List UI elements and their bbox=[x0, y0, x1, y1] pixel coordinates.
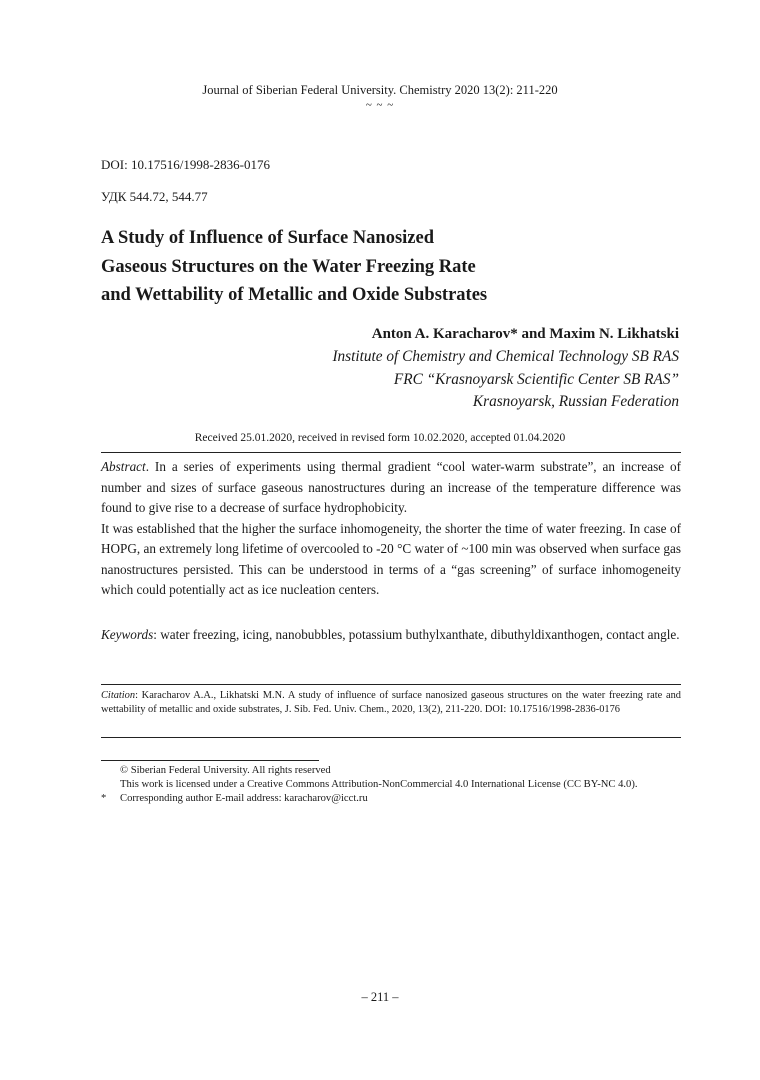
abstract-paragraph bbox=[101, 457, 681, 519]
affiliation-line: FRC “Krasnoyarsk Scientific Center SB RAS” bbox=[393, 370, 679, 388]
page-number: – 211 – bbox=[361, 990, 399, 1004]
udk-line: УДК 544.72, 544.77 bbox=[101, 189, 208, 204]
copyright-note: © Siberian Federal University. All rights reserved bbox=[120, 765, 331, 776]
keywords-text: : water freezing, icing, nanobubbles, potassium buthylxanthate, dibuthyldixanthogen, contact angle. bbox=[153, 627, 680, 642]
affiliation-line: Institute of Chemistry and Chemical Technology SB RAS bbox=[332, 348, 679, 365]
title-line: A Study of Influence of Surface Nanosized bbox=[101, 228, 435, 248]
affiliation-line: Krasnoyarsk, Russian Federation bbox=[472, 393, 679, 410]
corresponding-note bbox=[101, 792, 681, 806]
header-ornament: ~ ~ ~ bbox=[365, 99, 395, 111]
article-title bbox=[101, 224, 691, 310]
keywords-label: Keywords bbox=[101, 627, 154, 642]
authors: Anton A. Karacharov* and Maxim N. Likhatski bbox=[371, 326, 679, 342]
keywords bbox=[101, 625, 681, 646]
footnote-rule bbox=[101, 760, 319, 761]
abstract-top-rule bbox=[101, 452, 681, 453]
abstract bbox=[101, 457, 681, 601]
abstract-text: . In a series of experiments using thermal gradient “cool water-warm substrate”, an increase of number and sizes of surface gaseous nanostructures during an increase of the temperature difference was found to give rise to a decrease of surface hydrophobicity. bbox=[101, 459, 681, 515]
corresponding-email: Corresponding author E-mail address: karacharov@icct.ru bbox=[120, 793, 368, 804]
abstract-paragraph: It was established that the higher the surface inhomogeneity, the shorter the time of water freezing. In case of HOPG, an extremely long lifetime of overcooled to -20 °C water of ~100 min was observed when surface gas nanostructures persisted. This can be understood in terms of a “gas screening” of surface inhomogeneity which could potentially act as ice nucleation centers. bbox=[101, 520, 681, 597]
doi-line: DOI: 10.17516/1998-2836-0176 bbox=[101, 157, 270, 172]
footnotes bbox=[101, 764, 681, 806]
abstract-label: Abstract bbox=[101, 459, 146, 474]
received-dates: Received 25.01.2020, received in revised form 10.02.2020, accepted 01.04.2020 bbox=[194, 432, 566, 444]
footnote-asterisk: * bbox=[101, 793, 107, 804]
citation-label: Citation bbox=[101, 690, 136, 701]
affiliations bbox=[332, 346, 679, 414]
citation bbox=[101, 689, 681, 717]
title-line: Gaseous Structures on the Water Freezing Rate bbox=[101, 256, 476, 277]
citation-text: : Karacharov A.A., Likhatski M.N. A study of influence of surface nanosized gaseous structures on the water freezing rate and wettability of metallic and oxide substrates, J. Sib. Fed. Univ. Chem., 2020, 13(2), 211-220. DOI: 10.17516/1998-2836-0176 bbox=[101, 690, 681, 715]
title-line: and Wettability of Metallic and Oxide Substrates bbox=[101, 285, 488, 305]
license-note: This work is licensed under a Creative Commons Attribution-NonCommercial 4.0 International License (CC BY-NC 4.0). bbox=[120, 779, 638, 790]
running-head: Journal of Siberian Federal University. Chemistry 2020 13(2): 211-220 bbox=[202, 83, 558, 97]
citation-bottom-rule bbox=[101, 737, 681, 738]
citation-top-rule bbox=[101, 684, 681, 685]
